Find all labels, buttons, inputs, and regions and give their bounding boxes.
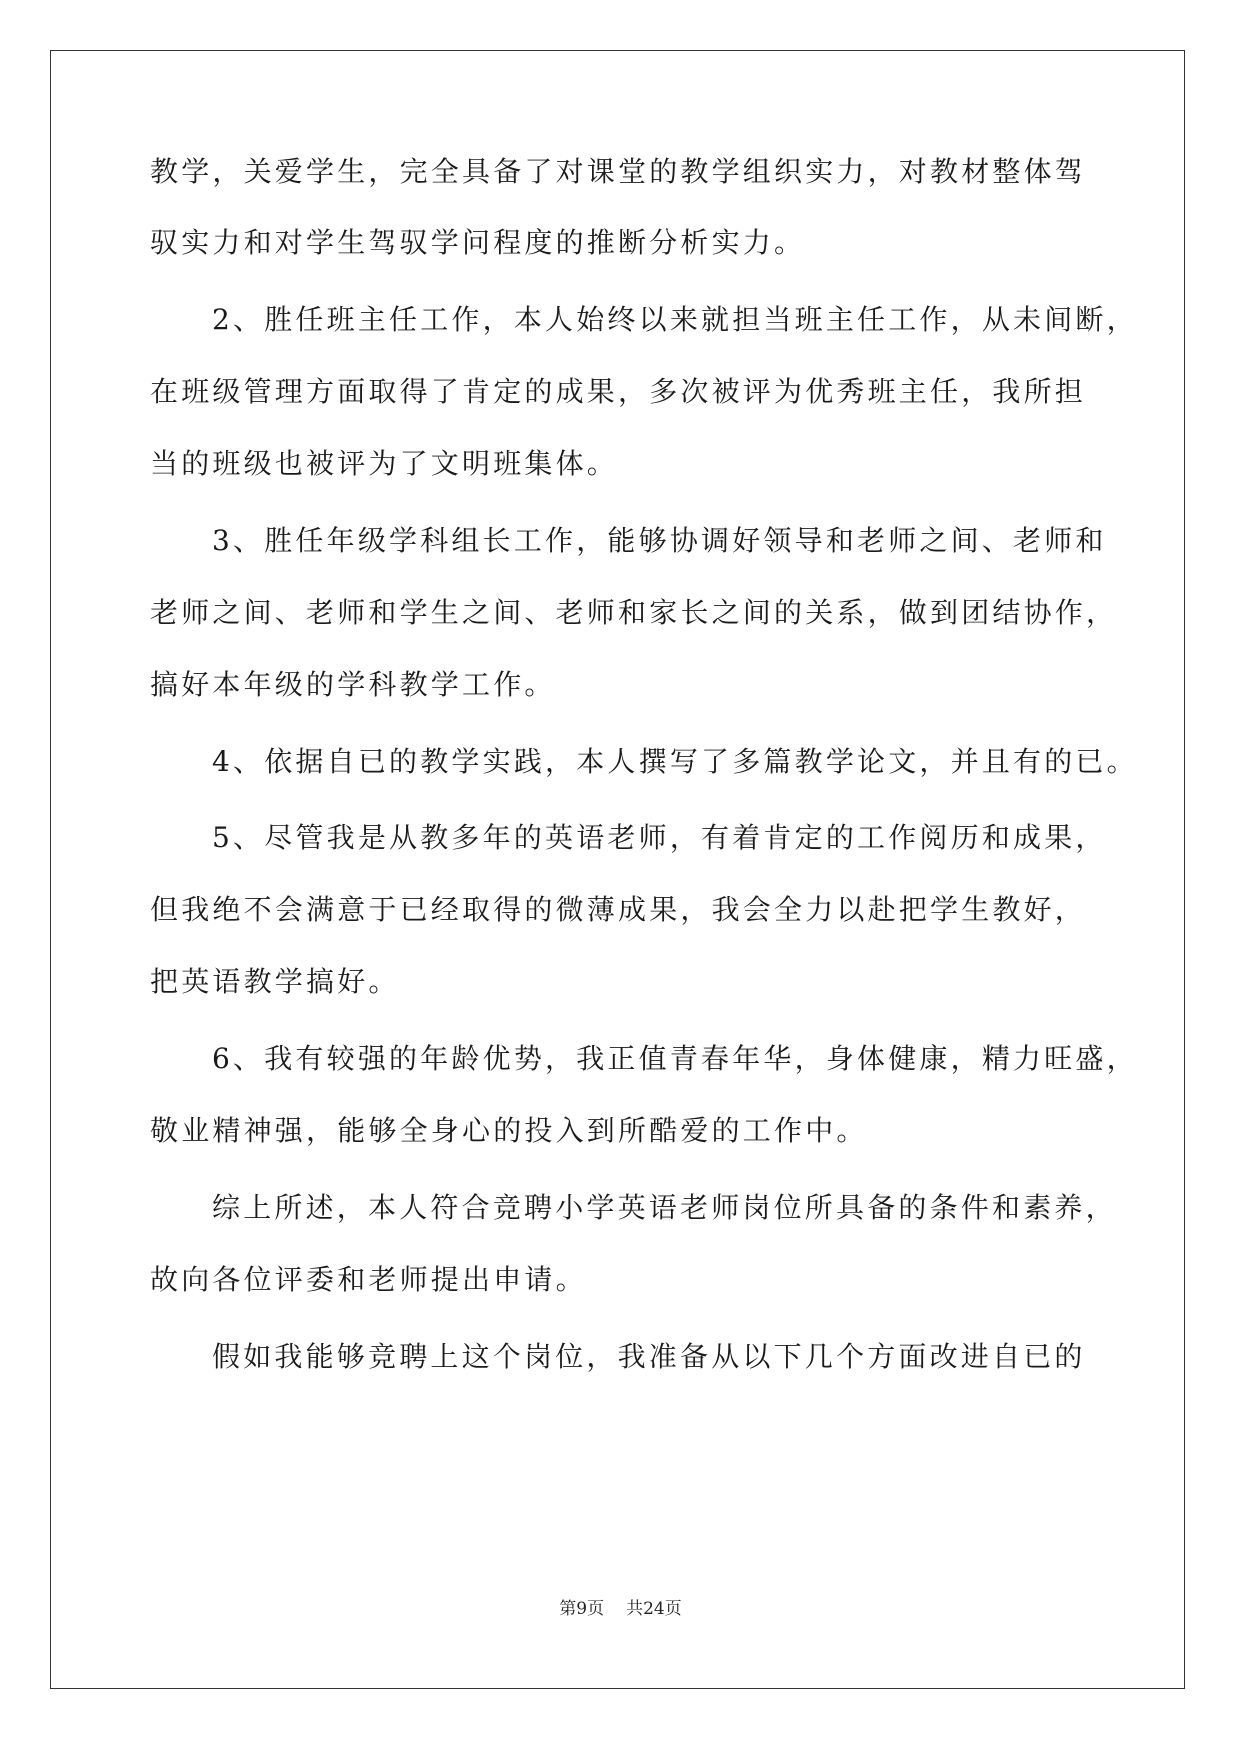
text-line: 老师之间、老师和学生之间、老师和家长之间的关系，做到团结协作， xyxy=(150,596,1118,629)
text-line: 把英语教学搞好。 xyxy=(150,965,400,998)
page-number: 第9页 xyxy=(559,1599,605,1619)
text-line: 在班级管理方面取得了肯定的成果，多次被评为优秀班主任，我所担 xyxy=(150,375,1087,408)
text-line: 4、依据自已的教学实践，本人撰写了多篇教学论文，并且有的已。 xyxy=(212,745,1138,778)
text-line: 但我绝不会满意于已经取得的微薄成果，我会全力以赴把学生教好， xyxy=(150,893,1087,926)
page-footer xyxy=(0,1594,1241,1619)
text-line: 敬业精神强，能够全身心的投入到所酷爱的工作中。 xyxy=(150,1114,868,1147)
page-total: 共24页 xyxy=(626,1599,682,1619)
text-line: 6、我有较强的年龄优势，我正值青春年华，身体健康，精力旺盛， xyxy=(212,1042,1138,1075)
text-line: 当的班级也被评为了文明班集体。 xyxy=(150,447,619,480)
text-line: 5、尽管我是从教多年的英语老师，有着肯定的工作阅历和成果， xyxy=(212,821,1107,854)
text-line: 驭实力和对学生驾驭学问程度的推断分析实力。 xyxy=(150,226,806,259)
text-line: 2、胜任班主任工作，本人始终以来就担当班主任工作，从未间断， xyxy=(212,303,1138,336)
text-line: 故向各位评委和老师提出申请。 xyxy=(150,1263,587,1296)
text-line: 搞好本年级的学科教学工作。 xyxy=(150,668,556,701)
text-line: 假如我能够竞聘上这个岗位，我准备从以下几个方面改进自已的 xyxy=(212,1340,1086,1373)
text-line: 综上所述，本人符合竞聘小学英语老师岗位所具备的条件和素养， xyxy=(212,1191,1117,1224)
page-border xyxy=(50,50,1185,1689)
text-line: 教学，关爱学生，完全具备了对课堂的教学组织实力，对教材整体驾 xyxy=(150,155,1087,188)
text-line: 3、胜任年级学科组长工作，能够协调好领导和老师之间、老师和 xyxy=(212,524,1107,557)
